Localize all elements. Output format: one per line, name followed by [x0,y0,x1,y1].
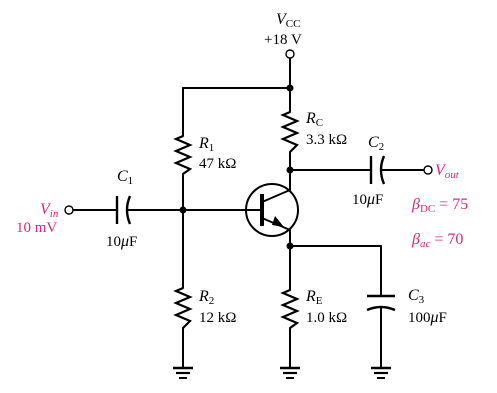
c1-label: C1 [117,168,134,187]
beta-dc: βDC = 75 [412,196,469,215]
r1-value: 47 kΩ [199,156,237,172]
vout-label: Vout [435,162,459,181]
junction-top-right [287,85,294,92]
emitter-arrow [272,216,284,227]
c2-value: 10μF [352,191,384,208]
vin-terminal [65,206,73,214]
rc-label: RC [306,110,324,129]
re-value: 1.0 kΩ [306,310,348,326]
vcc-value: +18 V [264,32,302,48]
vout-terminal [424,166,432,174]
npn-transistor [246,184,298,236]
vcc-terminal [286,50,294,58]
ground-re [280,368,300,378]
junction-collector [287,167,294,174]
c2-label: C2 [368,134,385,153]
ground-r2 [173,368,193,378]
r1-label: R1 [199,135,215,154]
c2-capacitor [371,156,384,184]
rc-value: 3.3 kΩ [306,132,348,148]
vin-value: 10 mV [16,220,58,236]
c3-value: 100μF [408,309,447,326]
c3-capacitor [367,296,395,310]
c1-value: 10μF [106,233,138,250]
junction-base [180,207,187,214]
wiring [73,58,424,368]
ground-c3 [371,368,391,378]
vcc-label: VCC [276,11,301,30]
re-resistor [283,290,297,328]
r2-resistor [176,288,190,328]
re-label: RE [306,288,323,307]
r1-resistor [176,136,190,174]
r2-value: 12 kΩ [199,310,237,326]
junction-emitter [287,243,294,250]
c3-label: C3 [408,287,425,306]
rc-resistor [283,112,297,152]
vin-label: Vin [40,201,59,220]
r2-label: R2 [199,288,215,307]
beta-ac: βac = 70 [412,231,464,250]
c1-capacitor [117,196,130,224]
